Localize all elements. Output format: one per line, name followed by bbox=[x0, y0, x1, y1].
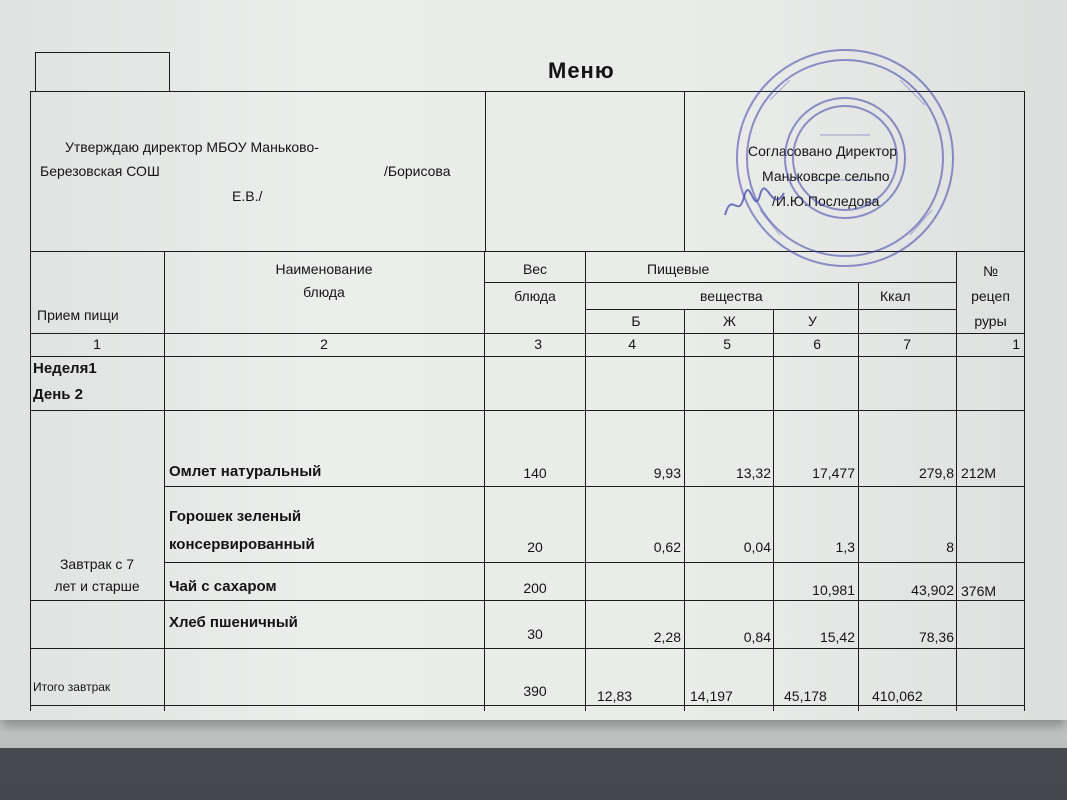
dish-name: консервированный bbox=[169, 536, 315, 553]
dish-carbs: 15,42 bbox=[819, 629, 855, 645]
dish-name: Чай с сахаром bbox=[169, 578, 277, 595]
header-weight-1: Вес bbox=[522, 261, 548, 277]
dish-carbs: 17,477 bbox=[812, 465, 855, 481]
total-carbs: 45,178 bbox=[784, 688, 827, 704]
approve-line-3: /Борисова bbox=[384, 163, 451, 179]
header-weight-2: блюда bbox=[514, 288, 556, 304]
top-box-border bbox=[35, 52, 36, 92]
total-protein: 12,83 bbox=[597, 688, 633, 704]
row-line bbox=[30, 600, 1025, 601]
agree-line-3: /И.Ю.Последова bbox=[772, 193, 880, 209]
dish-name: Горошек зеленый bbox=[169, 508, 302, 525]
header-kcal: Ккал bbox=[880, 288, 911, 304]
header-zh: Ж bbox=[723, 313, 736, 329]
approve-line-4: Е.В./ bbox=[232, 188, 263, 204]
dish-carbs: 10,981 bbox=[812, 582, 855, 598]
dish-fat: 13,32 bbox=[735, 465, 771, 481]
header-dish-2: блюда bbox=[303, 284, 345, 300]
row-line bbox=[164, 486, 1025, 487]
total-kcal: 410,062 bbox=[872, 688, 923, 704]
dish-fat: 0,84 bbox=[743, 629, 771, 645]
dish-kcal: 78,36 bbox=[918, 629, 954, 645]
agree-line-1: Согласовано Директор bbox=[748, 143, 898, 159]
page-title: Меню bbox=[548, 58, 615, 83]
dish-recipe: 376М bbox=[961, 583, 997, 599]
dish-recipe: 212М bbox=[961, 465, 997, 481]
header-b: Б bbox=[631, 313, 641, 329]
dish-weight: 20 bbox=[527, 539, 543, 555]
col-line bbox=[484, 251, 485, 711]
header-top-line bbox=[30, 251, 1025, 252]
col-number: 5 bbox=[723, 336, 731, 352]
agree-line-2: Маньковсре сельпо bbox=[762, 168, 890, 184]
approval-divider bbox=[684, 91, 685, 251]
col-number: 1 bbox=[93, 336, 101, 352]
header-recipe-1: № bbox=[982, 263, 999, 279]
row-line bbox=[30, 705, 1025, 706]
total-fat: 14,197 bbox=[690, 688, 733, 704]
week-label: Неделя1 bbox=[33, 360, 97, 377]
dish-weight: 200 bbox=[523, 580, 547, 596]
header-line bbox=[30, 356, 1025, 357]
approve-line-1: Утверждаю директор МБОУ Маньково- bbox=[65, 139, 319, 155]
table-border bbox=[1024, 91, 1025, 711]
header-recipe-3: руры bbox=[974, 313, 1007, 329]
header-dish-1: Наименование bbox=[275, 261, 373, 277]
dish-kcal: 279,8 bbox=[918, 465, 954, 481]
header-line bbox=[585, 309, 956, 310]
table-border bbox=[30, 91, 1025, 92]
row-line bbox=[30, 648, 1025, 649]
dish-kcal: 8 bbox=[946, 539, 954, 555]
header-line bbox=[484, 282, 956, 283]
meal-label-2: лет и старше bbox=[54, 578, 140, 594]
row-line bbox=[30, 410, 1025, 411]
col-number: 3 bbox=[534, 336, 542, 352]
row-line bbox=[164, 562, 1025, 563]
header-recipe-2: рецеп bbox=[971, 288, 1010, 304]
dish-protein: 9,93 bbox=[653, 465, 681, 481]
header-u: У bbox=[808, 313, 817, 329]
header-meal: Прием пищи bbox=[37, 307, 119, 323]
col-number: 6 bbox=[813, 336, 821, 352]
dish-name: Омлет натуральный bbox=[169, 463, 322, 480]
dish-weight: 30 bbox=[527, 626, 543, 642]
header-nutrients-1: Пищевые bbox=[647, 261, 710, 277]
dish-name: Хлеб пшеничный bbox=[169, 614, 298, 631]
meal-label-1: Завтрак с 7 bbox=[59, 556, 135, 572]
col-number: 2 bbox=[320, 336, 328, 352]
header-line bbox=[30, 333, 1025, 334]
approve-line-2: Березовская СОШ bbox=[40, 163, 160, 179]
dish-protein: 2,28 bbox=[653, 629, 681, 645]
col-number: 7 bbox=[903, 336, 911, 352]
col-line bbox=[164, 251, 165, 711]
dish-weight: 140 bbox=[523, 465, 547, 481]
col-number: 1 bbox=[1012, 336, 1020, 352]
day-label: День 2 bbox=[33, 386, 84, 403]
table-border bbox=[30, 91, 31, 711]
approval-divider bbox=[485, 91, 486, 251]
col-line bbox=[684, 309, 685, 711]
top-box-border bbox=[169, 52, 170, 92]
total-label: Итого завтрак bbox=[33, 680, 111, 694]
header-nutrients-2: вещества bbox=[700, 288, 763, 304]
dish-kcal: 43,902 bbox=[911, 582, 954, 598]
signature bbox=[720, 185, 790, 225]
col-number: 4 bbox=[628, 336, 636, 352]
col-line bbox=[773, 309, 774, 711]
dish-protein: 0,62 bbox=[653, 539, 681, 555]
dish-fat: 0,04 bbox=[743, 539, 771, 555]
total-weight: 390 bbox=[523, 683, 547, 699]
dish-carbs: 1,3 bbox=[835, 539, 855, 555]
top-box-border bbox=[35, 52, 170, 53]
